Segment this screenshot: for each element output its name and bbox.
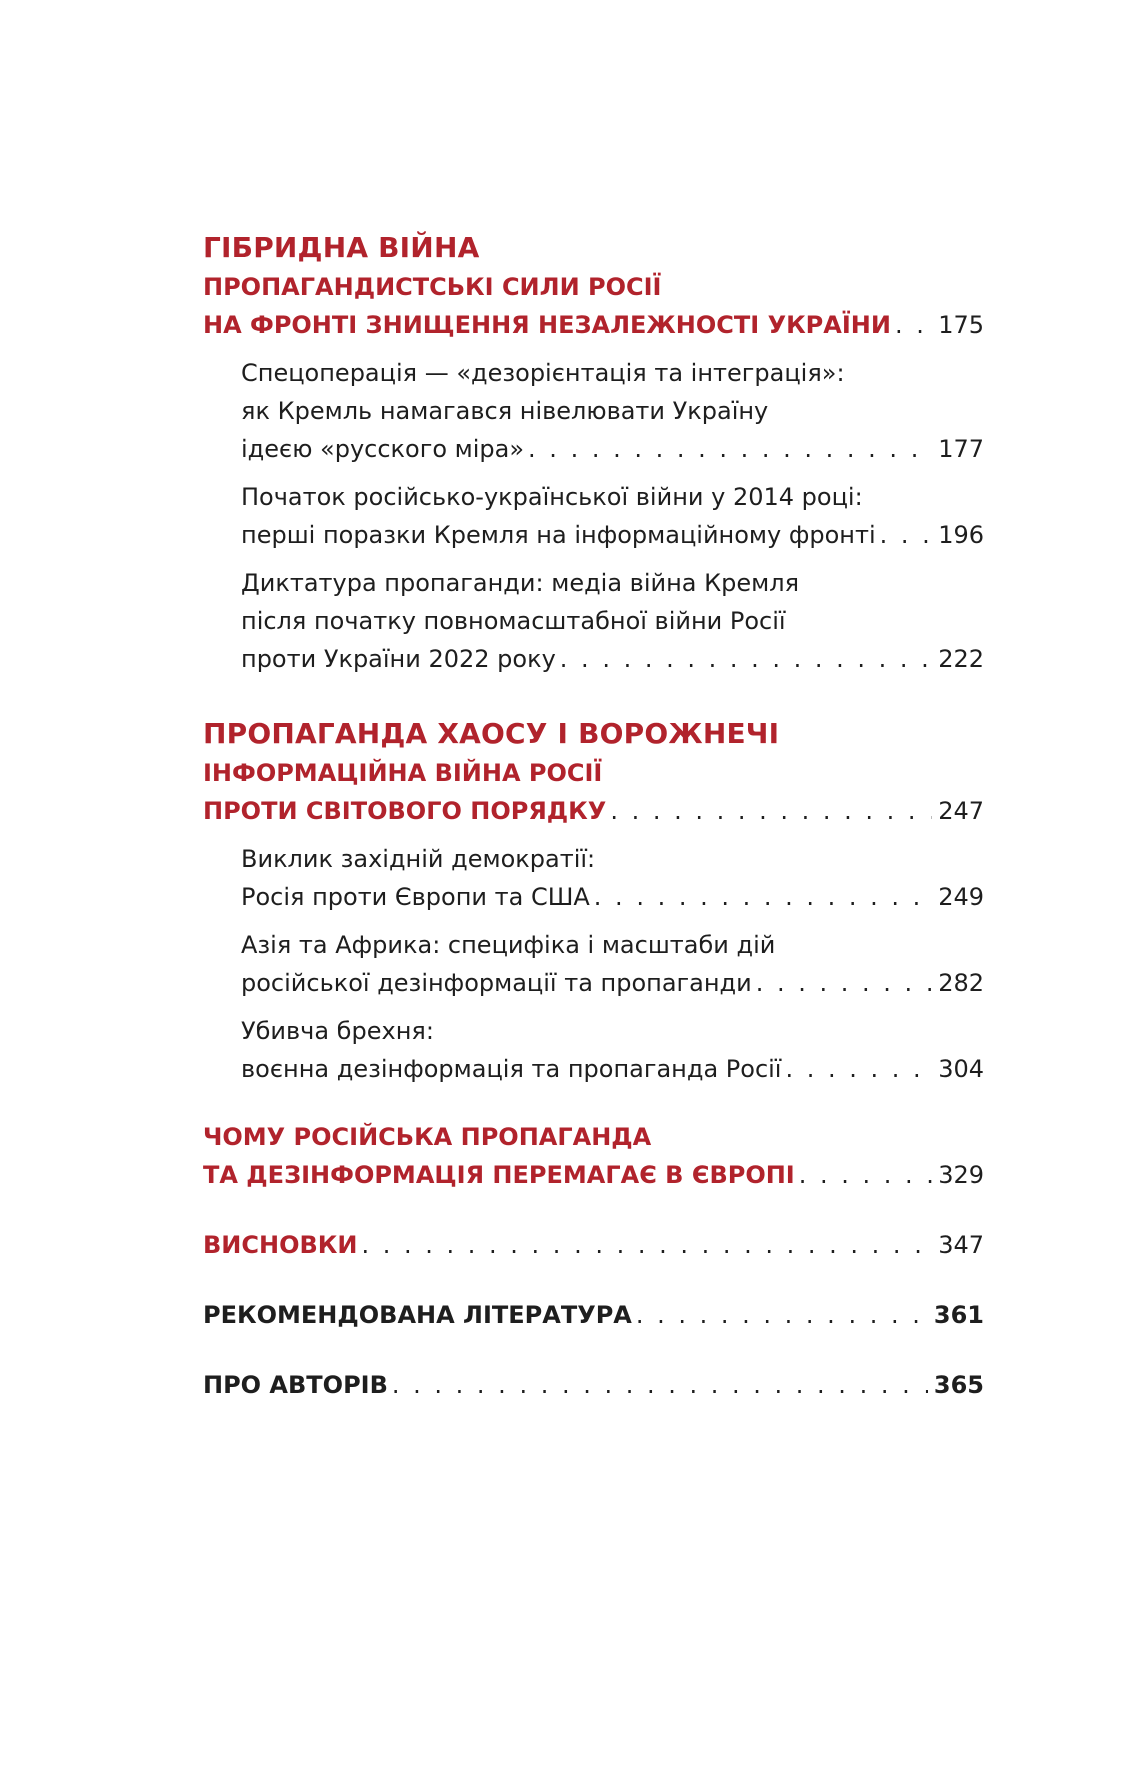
entry-label: ПРО АВТОРІВ [203,1371,388,1399]
entry-label: перші поразки Кремля на інформаційному фронті [241,521,876,549]
dot-leader [610,792,932,830]
dot-leader [636,1296,928,1334]
page-number: 347 [938,1231,984,1259]
toc-part-propaganda-chaos [203,714,984,1088]
page-number: 177 [938,435,984,463]
page-number: 249 [938,883,984,911]
toc-entry-row[interactable] [203,792,984,830]
page-number: 247 [938,797,984,825]
chapter-line: Убивча брехня: [241,1017,434,1045]
dot-leader [361,1226,932,1264]
toc-entry-row [241,878,984,916]
toc-entry-row [241,1050,984,1088]
chapter-entry[interactable] [241,478,984,554]
entry-label: ідеєю «русского міра» [241,435,525,463]
toc-entry-row[interactable] [203,306,984,344]
page-number: 196 [938,521,984,549]
entry-label: російської дезінформації та пропаганди [241,969,752,997]
chapter-line: як Кремль намагався нівелювати Україну [241,397,769,425]
toc-entry-conclusions[interactable] [203,1226,984,1264]
page-number: 329 [938,1161,984,1189]
page-number: 175 [938,311,984,339]
chapter-entry[interactable] [241,840,984,916]
toc-entry-row [203,1226,984,1264]
entry-label: воєнна дезінформація та пропаганда Росії [241,1055,782,1083]
chapter-line: Азія та Африка: специфіка і масштаби дій [241,931,776,959]
dot-leader [785,1050,932,1088]
entry-label: Росія проти Європи та США [241,883,590,911]
entry-label: ВИСНОВКИ [203,1231,358,1259]
toc-part-hybrid-war [203,228,984,678]
dot-leader [594,878,932,916]
page-number: 361 [933,1301,984,1329]
toc-entry-authors[interactable] [203,1366,984,1404]
entry-label: ТА ДЕЗІНФОРМАЦІЯ ПЕРЕМАГАЄ В ЄВРОПІ [203,1161,795,1189]
toc-entry-row [241,640,984,678]
part-subtitle-line: ІНФОРМАЦІЙНА ВІЙНА РОСІЇ [203,759,603,787]
page-number: 365 [933,1371,984,1399]
toc-entry-row [241,430,984,468]
dot-leader [880,516,933,554]
entry-label: РЕКОМЕНДОВАНА ЛІТЕРАТУРА [203,1301,632,1329]
toc-entry-row [241,516,984,554]
chapter-line: Диктатура пропаганди: медіа війна Кремля [241,569,800,597]
dot-leader [392,1366,928,1404]
chapter-entry[interactable] [241,564,984,678]
part-subtitle-line: ПРОПАГАНДИСТСЬКІ СИЛИ РОСІЇ [203,273,662,301]
chapter-list [203,840,984,1088]
chapter-line: Початок російсько-української війни у 2014 році: [241,483,863,511]
toc-entry-row [203,1366,984,1404]
page-number: 222 [938,645,984,673]
chapter-line: Виклик західній демократії: [241,845,596,873]
chapter-entry[interactable] [241,926,984,1002]
dot-leader [756,964,932,1002]
dot-leader [560,640,932,678]
toc-entry-europe[interactable] [203,1118,984,1194]
chapter-list [203,354,984,678]
toc-entry-row [241,964,984,1002]
dot-leader [528,430,932,468]
page-number: 282 [938,969,984,997]
dot-leader [895,306,932,344]
entry-line: ЧОМУ РОСІЙСЬКА ПРОПАГАНДА [203,1123,652,1151]
chapter-entry[interactable] [241,354,984,468]
entry-label: НА ФРОНТІ ЗНИЩЕННЯ НЕЗАЛЕЖНОСТІ УКРАЇНИ [203,311,891,339]
chapter-line: Спецоперація — «дезорієнтація та інтеграція»: [241,359,845,387]
toc-entry-row [203,1156,984,1194]
toc-entry-literature[interactable] [203,1296,984,1334]
dot-leader [799,1156,932,1194]
chapter-entry[interactable] [241,1012,984,1088]
entry-label: проти України 2022 року [241,645,556,673]
part-title: ГІБРИДНА ВІЙНА [203,231,480,264]
entry-label: ПРОТИ СВІТОВОГО ПОРЯДКУ [203,797,607,825]
chapter-line: після початку повномасштабної війни Росії [241,607,786,635]
part-title: ПРОПАГАНДА ХАОСУ І ВОРОЖНЕЧІ [203,717,780,750]
toc-entry-row [203,1296,984,1334]
table-of-contents [203,228,984,1436]
page-number: 304 [938,1055,984,1083]
